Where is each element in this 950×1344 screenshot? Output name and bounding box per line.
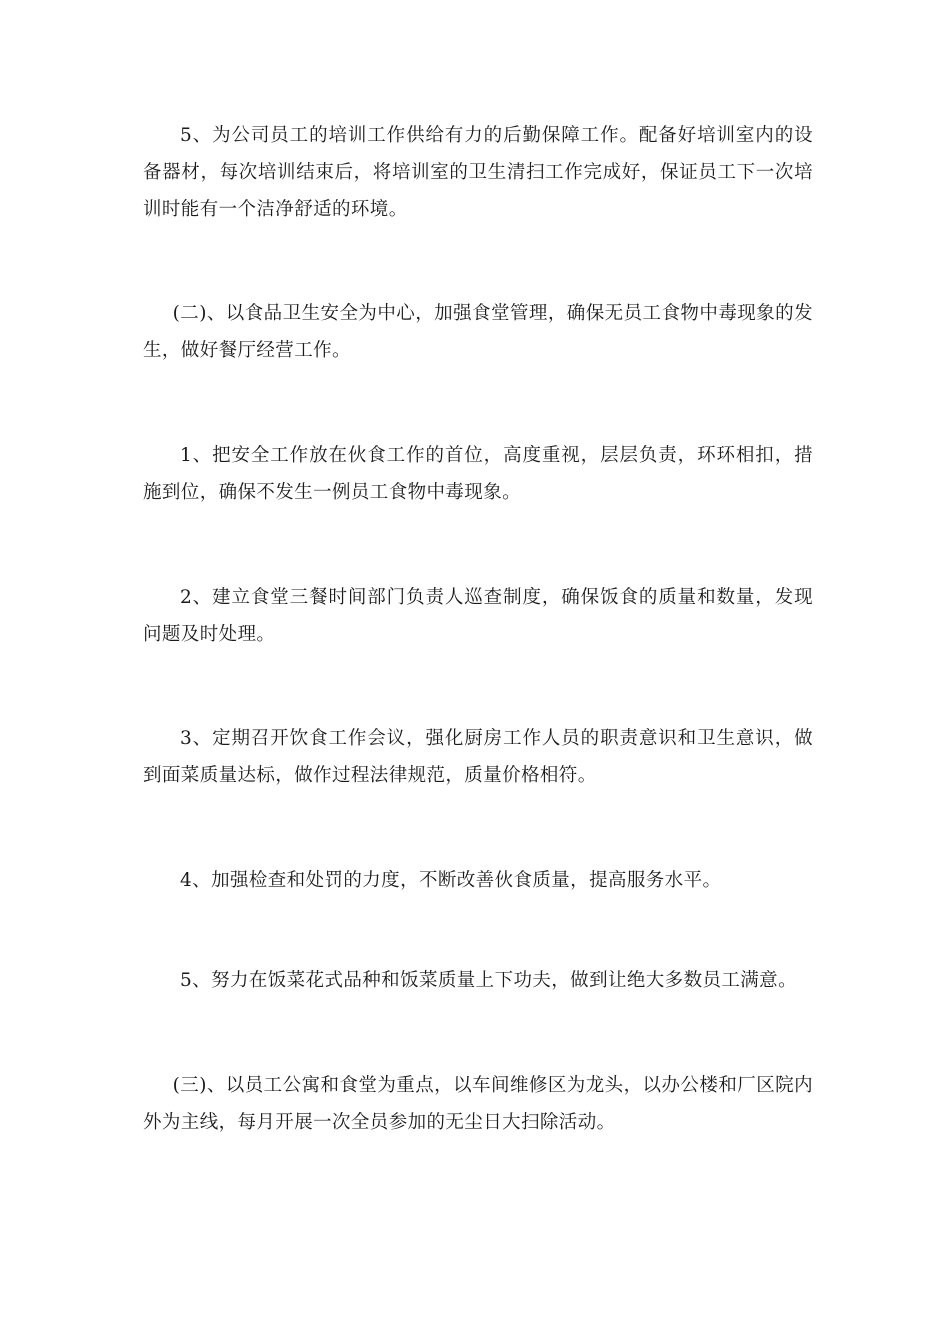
paragraph-item-2-inspection: 2、建立食堂三餐时间部门负责人巡查制度，确保饭食的质量和数量，发现问题及时处理。 <box>143 587 813 645</box>
section-heading-canteen: (二)、以食品卫生安全为中心，加强食堂管理，确保无员工食物中毒现象的发生，做好餐厅经营工作。 <box>143 303 813 361</box>
paragraph-item-3-meetings: 3、定期召开饮食工作会议，强化厨房工作人员的职责意识和卫生意识，做到面菜质量达标，做作过程法律规范，质量价格相符。 <box>143 728 813 786</box>
paragraph-item-4-penalties: 4、加强检查和处罚的力度，不断改善伙食质量，提高服务水平。 <box>180 870 722 891</box>
paragraph-item-5-menu: 5、努力在饭菜花式品种和饭菜质量上下功夫，做到让绝大多数员工满意。 <box>180 970 797 991</box>
paragraph-item-1-safety: 1、把安全工作放在伙食工作的首位，高度重视，层层负责，环环相扣，措施到位，确保不发生一例员工食物中毒现象。 <box>143 445 813 503</box>
section-heading-cleaning: (三)、以员工公寓和食堂为重点，以车间维修区为龙头，以办公楼和厂区院内外为主线，每月开展一次全员参加的无尘日大扫除活动。 <box>143 1075 813 1133</box>
paragraph-item-5-logistics: 5、为公司员工的培训工作供给有力的后勤保障工作。配备好培训室内的设备器材，每次培训结束后，将培训室的卫生清扫工作完成好，保证员工下一次培训时能有一个洁净舒适的环境。 <box>143 125 813 220</box>
